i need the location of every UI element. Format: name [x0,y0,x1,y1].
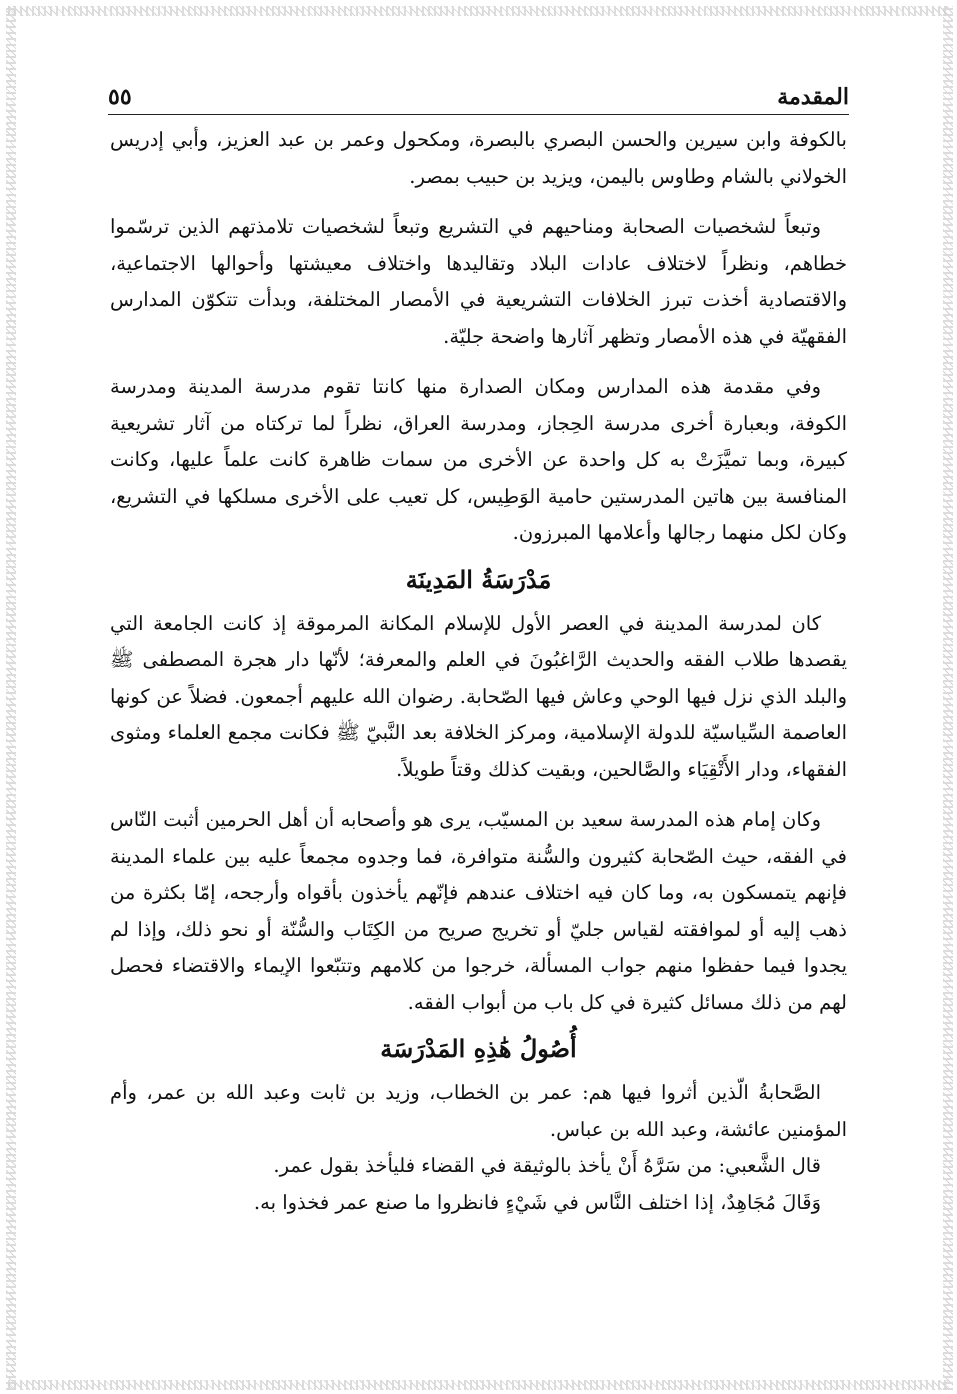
page-border-top [8,6,949,16]
paragraph-madinah-status: كان لمدرسة المدينة في العصر الأول للإسلام المكانة المرموقة إذ كانت الجامعة التي يقصدها طلاب الفقه والحديث الرَّاغبُونَ في العلم والمعرفة؛ لأنّها دار هجرة المصطفى ﷺ والبلد الذي نزل فيها الوحي وعاش فيها الصّحابة. رضوان الله عليهم أجمعون. فضلاً عن كونها العاصمة السِّياسيّة للدولة الإسلامية، ومركز الخلافة بعد النَّبيّ ﷺ فكانت مجمع العلماء ومثوى الفقهاء، ودار الأَتْقِيَاء والصَّالحين، وبقيت كذلك وقتاً طويلاً. [110,611,847,781]
paragraph-continuation: بالكوفة وابن سيرين والحسن البصري بالبصرة، ومكحول وعمر بن عبد العزيز، وأبي إدريس الخولاني بالشام وطاوس باليمن، ويزيد بن حبيب بمصر. [110,128,847,188]
paragraph-two-schools: وفي مقدمة هذه المدارس ومكان الصدارة منها كانتا تقوم مدرسة المدينة ومدرسة الكوفة، وبعبارة أخرى مدرسة الحِجاز، ومدرسة العراق، نظراً لما تركتاه من آثار تشريعية كبيرة، وبما تميَّزَتْ به كل واحدة عن الأخرى من سمات ظاهرة كانت علماً عليها، وكانت المنافسة بين هاتين المدرستين حامية الوَطِيس، كل تعيب على الأخرى مسلكها في التشريع، وكان لكل منهما رجالها وأعلامها المبرزون. [110,375,847,544]
quote-shabi: قال الشَّعبي: من سَرَّهُ أَنْ يأخذ بالوثيقة في القضاء فليأخذ بقول عمر. [273,1154,821,1177]
paragraph-schools-origin: وتبعاً لشخصيات الصحابة ومناحيهم في التشريع وتبعاً لشخصيات تلامذتهم الذين ترسّموا خطاهم، ونظراً لاختلاف عادات البلاد وتقاليدها واختلاف معيشتها وأحوالها الاجتماعية، والاقتصادية أخذت تبرز الخلافات التشريعية في الأمصار المختلفة، وبدأت تتكوّن المدارس الفقهيّة في هذه الأمصار وتظهر آثارها واضحة جليّة. [110,215,847,348]
paragraph-said-ibn-musayyib: وكان إمام هذه المدرسة سعيد بن المسيّب، يرى هو وأصحابه أن أهل الحرمين أثبت النّاس في الفقه، حيث الصّحابة كثيرون والسُّنة متوافرة، فما وجدوه مجمعاً عليه بين علماء المدينة فإنهم يتمسكون به، وما كان فيه اختلاف عندهم فإنّهم يأخذون بأقواه وأرجحه، إمّا بكثرة من ذهب إليه أو لموافقته لقياس جليّ أو تخريج صريح من الكِتَاب والسُّنّة أو نحو ذلك، وإذا لم يجدوا فيما حفظوا منهم جواب المسألة، خرجوا من كلامهم وتتبّعوا الإيماء والاقتضاء فحصل لهم من ذلك مسائل كثيرة في كل باب من أبواب الفقه. [110,808,847,1014]
page-header [108,70,849,110]
page-number: ٥٥ [108,84,132,110]
section-heading-madinah-school: مَدْرَسَةُ المَدِينَة [405,564,552,594]
page-border-left [6,6,16,1390]
running-title: المقدمة [777,84,849,110]
page-body [110,122,847,1221]
paragraph-companions: الصَّحابةُ الّذين أثروا فيها هم: عمر بن الخطاب، وزيد بن ثابت وعبد الله بن عمر، وأم المؤمنين عائشة، وعبد الله بن عباس. [110,1081,847,1141]
page-border-right [943,6,953,1390]
header-rule [108,114,849,115]
section-heading-school-origins: أُصُولُ هَٰذِهِ المَدْرَسَة [380,1034,577,1063]
quote-mujahid: وَقَالَ مُجَاهِدٌ، إذا اختلف النَّاس في شَيْءٍ فانظروا ما صنع عمر فخذوا به. [253,1190,821,1214]
page-border-bottom [8,1380,949,1390]
